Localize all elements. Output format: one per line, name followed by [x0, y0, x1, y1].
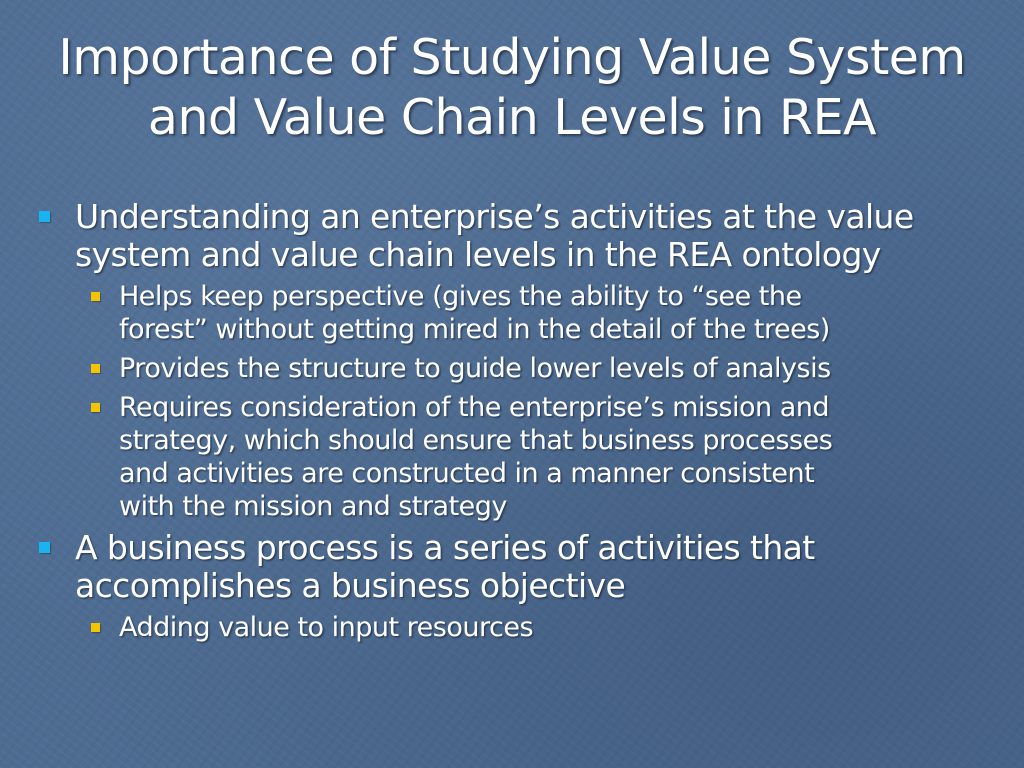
bullet-item [34, 198, 1004, 274]
square-bullet-icon [39, 542, 50, 553]
slide-title-line: Importance of Studying Value System [58, 29, 966, 86]
sub-bullet-text-line: Adding value to input resources [119, 612, 534, 643]
sub-bullet-item [34, 391, 1004, 523]
square-bullet-icon [39, 211, 50, 222]
square-bullet-icon [91, 364, 100, 373]
sub-bullet-text-line: and activities are constructed in a manner consistent [119, 458, 815, 489]
bullet-item [34, 529, 1004, 605]
square-bullet-icon [91, 623, 100, 632]
sub-bullet-text-line: Requires consideration of the enterprise’s mission and [119, 392, 830, 423]
sub-bullet-item [34, 280, 1004, 346]
sub-bullet-item [34, 352, 1004, 385]
sub-bullet-text-line: strategy, which should ensure that business processes [119, 425, 833, 456]
bullet-text-line: A business process is a series of activities that [75, 528, 815, 567]
sub-bullet-text-line: forest” without getting mired in the detail of the trees) [119, 314, 830, 345]
bullet-text-line: accomplishes a business objective [75, 566, 626, 605]
sub-bullet-text-line: with the mission and strategy [119, 491, 507, 522]
bullet-text-line: system and value chain levels in the REA ontology [75, 235, 881, 274]
bullet-text-line: Understanding an enterprise’s activities at the value [75, 197, 914, 236]
sub-bullet-item [34, 611, 1004, 644]
square-bullet-icon [91, 292, 100, 301]
slide-title [20, 28, 1004, 148]
slide-title-line: and Value Chain Levels in REA [147, 89, 877, 146]
square-bullet-icon [91, 403, 100, 412]
sub-bullet-text-line: Provides the structure to guide lower levels of analysis [119, 353, 831, 384]
sub-bullet-text-line: Helps keep perspective (gives the ability to “see the [119, 281, 802, 312]
bullet-list [34, 198, 1004, 650]
